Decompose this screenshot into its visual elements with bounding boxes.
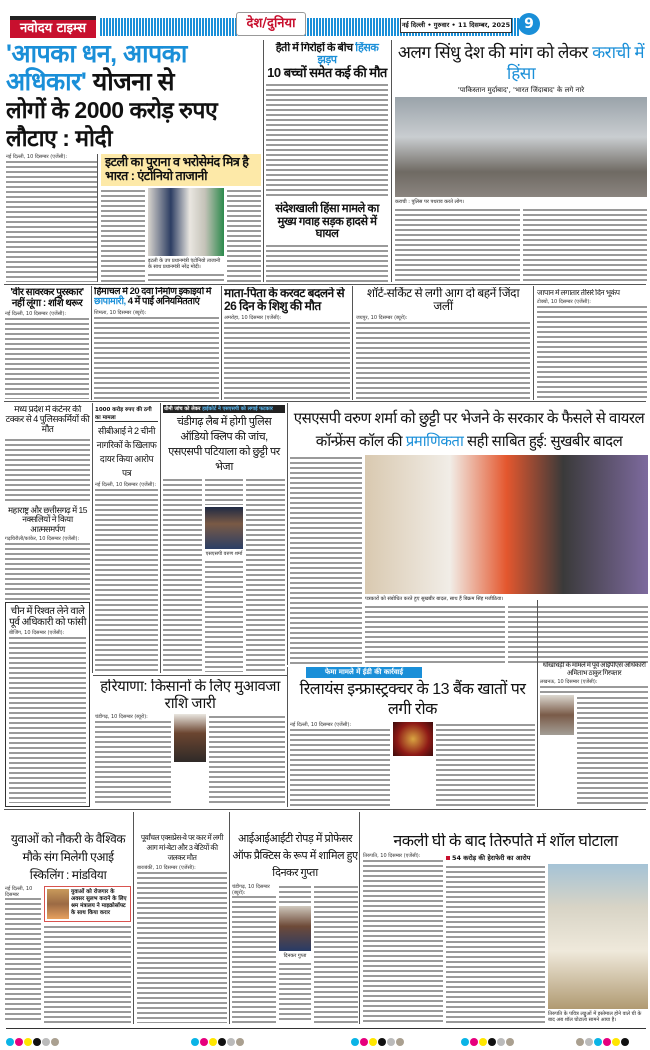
ips-body <box>540 679 648 693</box>
color-swatch <box>576 1031 630 1050</box>
divider <box>92 403 93 673</box>
logo: नवोदय टाइम्स <box>10 16 96 38</box>
divider <box>359 812 360 1024</box>
youth-story <box>5 830 131 1023</box>
dateline: चंडीगढ़, 10 दिसम्बर (ब्यूरो): <box>232 884 276 896</box>
sindh-caption: कराची : पुलिस पर पथराव करते लोग। <box>395 199 647 205</box>
dateline: अमरोहा, 10 दिसम्बर (एजेंसी): <box>224 315 350 321</box>
section-tab: देश/दुनिया <box>236 12 306 36</box>
italy-caption: इटली के उप प्रधानमंत्री एंटोनियो ताजानी के साथ प्रधानमंत्री नरेंद्र मोदी। <box>148 258 224 270</box>
dateline: नई दिल्ली, 10 दिसम्बर (एजेंसी): <box>5 311 89 317</box>
dateline: नई दिल्ली, 10 दिसम्बर (एजेंसी): <box>290 722 390 728</box>
mp-headline: मध्य प्रदेश में कंटेनर की टक्कर से 4 पुलिसकर्मियों की मौत <box>5 405 90 434</box>
chandigarh-body-4 <box>205 559 243 672</box>
chandigarh-story <box>163 405 285 672</box>
badal-photo <box>365 455 648 594</box>
infant-story <box>224 287 350 399</box>
reliance-body-2 <box>436 722 536 807</box>
iiit-body-2 <box>314 884 358 1023</box>
badal-lower-columns <box>365 604 648 664</box>
ips-photo <box>540 695 574 735</box>
haryana-body-2 <box>209 714 285 806</box>
color-swatch <box>461 1031 515 1050</box>
youth-inset: युवाओं को रोजगार के अवसर सुलभ कराने के लिए श्रम मंत्रालय ने माइक्रोसॉफ्ट के साथ किया करार <box>71 889 127 916</box>
color-swatch <box>6 1031 60 1050</box>
italy-body-3 <box>148 272 224 282</box>
youth-columns <box>5 886 131 1023</box>
haryana-columns <box>95 714 285 806</box>
badal-body <box>290 455 362 664</box>
registration-marks <box>6 1028 646 1038</box>
divider <box>537 600 538 807</box>
badal-body-2 <box>365 604 505 664</box>
sandeshkhali-headline: संदेशखाली हिंसा मामले का मुख्य गवाह सड़क हादसे में घायल <box>275 203 379 241</box>
sindh-headline-a: अलग सिंधु देश की मांग को लेकर <box>397 43 593 62</box>
dinkar-photo-column <box>279 884 311 1023</box>
tirupati-body <box>363 853 443 1023</box>
haiti-headline-a: हैती में गिरोहों के बीच <box>275 42 356 54</box>
himachal-body <box>94 310 219 399</box>
iiit-headline: आईआईआईटी रोपड़ में प्रोफेसर ऑफ प्रैक्टिस के रूप में शामिल हुए दिनकर गुप्ता <box>232 833 358 879</box>
ips-columns <box>540 695 648 806</box>
temple-caption: तिरुपति के पवित्र लड्डुओं में इस्तेमाल होने वाले घी के बाद अब शॉल घोटाला सामने आया है। <box>548 1011 648 1023</box>
date-box: नई दिल्ली • गुरुवार • 11 दिसम्बर, 2025 <box>400 18 512 33</box>
italy-photo <box>148 188 224 256</box>
naxal-body <box>5 536 90 600</box>
dateline: लखनऊ, 10 दिसम्बर (एजेंसी): <box>540 679 648 685</box>
dateline: नई दिल्ली, 10 दिसम्बर (एजेंसी): <box>95 482 157 488</box>
naxal-headline: महाराष्ट्र और छत्तीसगढ़ में 15 नक्सलियों ने किया आत्मसमर्पण <box>8 504 87 534</box>
mp-body <box>5 437 90 501</box>
iiit-columns <box>232 884 358 1023</box>
ed-strip: फेमा मामले में ईडी की कार्रवाई <box>306 667 422 678</box>
tirupati-story <box>363 833 648 1023</box>
italy-headline: इटली का पुराना व भरोसेमंद मित्र है भारत : एंटोनियो ताजानी <box>101 154 261 186</box>
lead-headline <box>6 40 261 152</box>
savarkar-story <box>5 287 89 399</box>
minister-photo <box>174 714 206 762</box>
lead-headline-line2: लोगों के 2000 करोड़ रुपए लौटाए : मोदी <box>6 97 218 151</box>
ips-body-2 <box>577 695 648 806</box>
haiti-column <box>266 42 388 282</box>
chandigarh-kicker <box>163 405 285 413</box>
himachal-headline-a: हिमाचल में 20 दवा निर्माण इकाइयों में <box>94 287 211 297</box>
tirupati-right <box>446 853 648 1023</box>
infant-headline: माता-पिता के करवट बदलने से 26 दिन के शिशु की मौत <box>224 287 345 314</box>
divider <box>91 286 92 400</box>
fire-body <box>356 315 530 399</box>
dateline: नई दिल्ली, 10 दिसम्बर (एजेंसी): <box>6 154 97 160</box>
savarkar-headline: 'वीर सावरकर पुरस्कार' नहीं लूंगा : शशि थरूर <box>10 287 84 309</box>
cbi-kicker: 1000 करोड़ रुपए की ठगी का मामला <box>95 405 158 422</box>
haiti-body <box>266 82 388 199</box>
haiti-headline-c: 10 बच्चों समेत कई की मौत <box>267 65 387 81</box>
divider <box>229 812 230 1024</box>
dateline: शिमला, 10 दिसम्बर (ब्यूरो): <box>94 310 219 316</box>
lead-body <box>6 154 98 282</box>
sindh-headline-b: कराची में हिंसा <box>506 43 645 83</box>
italy-body-2 <box>227 188 261 283</box>
divider <box>221 286 222 400</box>
infant-body <box>224 315 350 399</box>
ed-logo-photo <box>393 722 433 756</box>
reliance-story <box>290 667 535 807</box>
chandigarh-columns <box>163 477 285 672</box>
youth-inset-box <box>44 886 131 922</box>
masthead <box>0 0 650 38</box>
haryana-story <box>95 679 285 806</box>
divider <box>533 286 534 400</box>
divider <box>93 675 288 676</box>
temple-photo-column <box>548 864 648 1023</box>
sandeshkhali-body <box>266 243 388 282</box>
youth-body-2 <box>44 924 131 1023</box>
divider <box>4 809 646 810</box>
italy-photo-column <box>148 188 224 283</box>
divider <box>263 40 264 282</box>
italy-columns <box>101 188 261 283</box>
reliance-columns <box>290 722 535 807</box>
sindh-photo <box>395 97 647 197</box>
mandaviya-photo <box>47 889 69 919</box>
chandigarh-body-3 <box>246 477 285 672</box>
italy-body <box>101 188 145 283</box>
himachal-headline-b: छापामारी, <box>94 296 126 308</box>
dateline: तिरुपति, 10 दिसम्बर (एजेंसी): <box>363 853 443 859</box>
left-briefs <box>5 405 90 807</box>
lead-story <box>6 40 261 282</box>
badal-headline-c: सही साबित हुई: सुखबीर बादल <box>463 433 623 450</box>
tirupati-headline: नकली घी के बाद तिरुपति में शॉल घोटाला <box>393 833 618 850</box>
color-swatch <box>351 1031 405 1050</box>
ips-headline: धोखाधड़ी के मामले में पूर्व आईपीएस अधिकारी अमिताभ ठाकुर गिरफ्तार <box>542 662 646 677</box>
divider <box>160 403 161 673</box>
badal-photo-column <box>365 455 648 664</box>
himachal-headline-c: 4 में पाईं अनियमितताएं <box>125 296 200 308</box>
chandigarh-kicker-a: धीमी जांच को लेकर <box>164 406 203 412</box>
lead-columns <box>6 154 261 282</box>
chandigarh-body-2 <box>205 477 243 505</box>
dateline: बाराबंकी, 10 दिसम्बर (एजेंसी): <box>137 865 227 871</box>
chandigarh-headline: चंडीगढ़ लैब में होगी पुलिस ऑडियो क्लिप की जांच, एसएसपी पटियाला को छुट्टी पर भेजा <box>168 416 280 473</box>
tirupati-lower <box>446 864 648 1023</box>
ssp-caption: एसएसपी वरुण शर्मा <box>205 551 243 557</box>
youth-right-column <box>44 886 131 1023</box>
badal-headline-a: एसएसपी वरुण शर्मा को छुट्टी पर भेजने के सरकार के फैसले से वायरल कॉन्फ्रेंस कॉल की <box>293 410 645 450</box>
divider <box>133 812 134 1024</box>
sindh-columns <box>395 207 647 282</box>
sindh-body-2 <box>523 207 648 282</box>
reliance-headline: रिलायंस इन्फ्रास्ट्रक्चर के 13 बैंक खातों पर लगी रोक <box>299 681 526 718</box>
lead-headline-part: योजना से <box>86 68 174 96</box>
page-number: 9 <box>518 13 540 35</box>
cbi-story <box>95 405 158 672</box>
haryana-body <box>95 714 171 806</box>
iiit-body-4 <box>279 961 311 1023</box>
divider <box>4 284 646 285</box>
tirupati-kicker-text: 54 करोड़ की हेराफेरी का आरोप <box>452 853 531 862</box>
tirupati-columns <box>363 853 648 1023</box>
cbi-headline: सीबीआई ने 2 चीनी नागरिकों के खिलाफ दायर किया आरोप पत्र <box>96 426 157 478</box>
ssp-photo <box>205 507 243 549</box>
lead-headline-quote: 'आपका धन, आपका अधिकार' <box>6 40 187 96</box>
ssp-photo-column <box>205 477 243 672</box>
sindh-subhead: 'पाकिस्तान मुर्दाबाद', 'भारत जिंदाबाद' के लगे नारे <box>457 86 585 94</box>
dateline: गढ़चिरौली/कांकेर, 10 दिसम्बर (एजेंसी): <box>5 536 90 542</box>
purvanchal-story <box>137 833 227 1023</box>
divider <box>4 401 646 402</box>
divider <box>352 286 353 400</box>
youth-headline: युवाओं को नौकरी के वैश्विक मौके संग मिलेगी एआई स्किलिंग : मांडविया <box>10 832 126 882</box>
japan-headline: जापान में लगातार तीसरे दिन भूकंप <box>537 289 620 297</box>
badal-headline-b: प्रमाणिकता <box>405 433 464 450</box>
himachal-story <box>94 287 219 399</box>
sindh-column <box>395 42 647 282</box>
fire-headline: शॉर्ट-सर्किट से लगी आग दो बहनें जिंदा जलीं <box>366 287 520 314</box>
sindh-body <box>395 207 520 282</box>
reliance-body <box>290 722 390 807</box>
fire-story <box>356 287 530 399</box>
ips-story <box>540 662 648 806</box>
divider <box>391 40 392 282</box>
dateline: बीजिंग, 10 दिसम्बर (एजेंसी): <box>9 630 86 636</box>
dateline: टोक्यो, 10 दिसम्बर (एजेंसी): <box>537 299 647 305</box>
dinkar-caption: दिनकर गुप्ता <box>279 953 311 959</box>
badal-body-3 <box>508 604 648 664</box>
badal-columns <box>290 455 648 664</box>
himachal-headline <box>94 287 219 308</box>
china-body <box>9 630 86 803</box>
iiit-body <box>232 884 276 1023</box>
dateline: जयपुर, 10 दिसम्बर (ब्यूरो): <box>356 315 530 321</box>
haiti-headline-b: हिंसक झड़प <box>317 42 379 67</box>
youth-body <box>5 886 41 1023</box>
china-headline: चीन में रिश्वत लेने वाले पूर्व अधिकारी को फांसी <box>9 606 86 629</box>
haryana-headline: हरियाणा: किसानों के लिए मुआवजा राशि जारी <box>100 679 280 712</box>
dinkar-photo <box>279 906 311 951</box>
dateline: नई दिल्ली, 10 दिसम्बर <box>5 886 41 898</box>
sindh-headline <box>395 42 647 84</box>
chandigarh-body <box>163 477 202 672</box>
chandigarh-kicker-b: हाईकोर्ट ने एसएसपी को लगाई फटकार <box>202 406 273 412</box>
badal-headline <box>290 407 648 453</box>
dateline: चंडीगढ़, 10 दिसम्बर (ब्यूरो): <box>95 714 171 720</box>
iiit-story <box>232 831 358 1023</box>
tirupati-kicker <box>446 853 648 862</box>
savarkar-body <box>5 311 89 399</box>
divider <box>287 403 288 665</box>
bullet-icon <box>446 856 450 860</box>
divider <box>287 667 288 807</box>
iiit-body-3 <box>279 884 311 904</box>
japan-story <box>537 289 647 399</box>
italy-story <box>101 154 261 282</box>
china-box <box>5 602 90 807</box>
badal-story <box>290 407 648 664</box>
purvanchal-body <box>137 865 227 1023</box>
cbi-body <box>95 482 158 672</box>
badal-caption: पत्रकारों को संबोधित करते हुए सुखबीर बादल, साथ हैं बिक्रम सिंह मजीठिया। <box>365 596 648 602</box>
purvanchal-headline: पूर्वांचल एक्सप्रेस-वे पर कार में लगी आग मां-बेटा और 3 बेटियों की जलकर मौत <box>140 833 224 862</box>
japan-body <box>537 299 647 399</box>
haiti-headline <box>266 42 388 80</box>
color-swatch <box>191 1031 245 1050</box>
temple-photo <box>548 864 648 1009</box>
tirupati-body-2 <box>446 864 545 1023</box>
